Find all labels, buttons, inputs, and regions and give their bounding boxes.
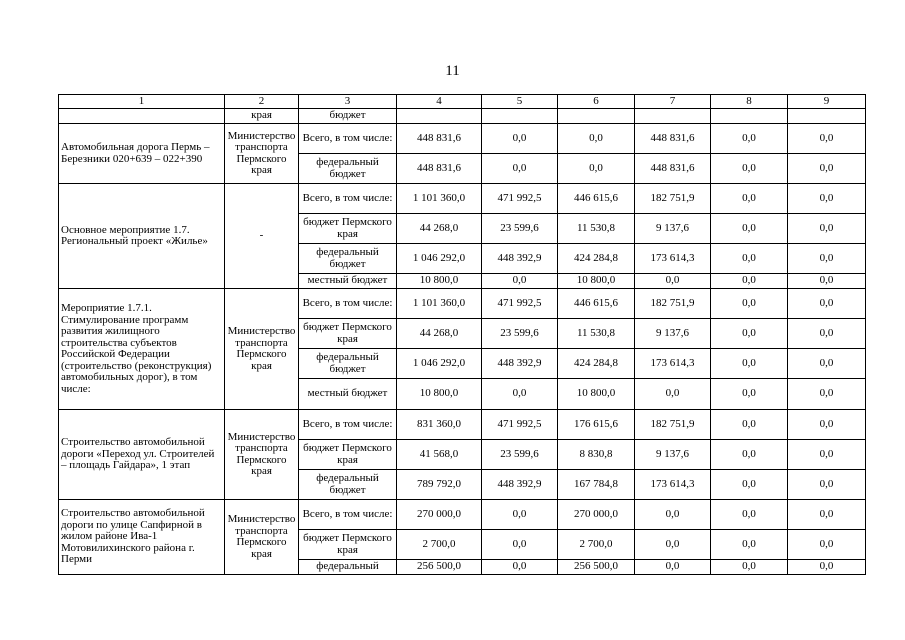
- continuation-cell: [397, 109, 482, 124]
- amount-cell: 10 800,0: [558, 379, 635, 410]
- amount-cell: 9 137,6: [635, 440, 711, 470]
- amount-cell: 0,0: [788, 379, 866, 410]
- funding-source-cell: федеральный бюджет: [299, 470, 397, 500]
- amount-cell: 446 615,6: [558, 184, 635, 214]
- amount-cell: 1 046 292,0: [397, 349, 482, 379]
- amount-cell: 182 751,9: [635, 184, 711, 214]
- column-header: 7: [635, 95, 711, 109]
- amount-cell: 0,0: [788, 319, 866, 349]
- amount-cell: 0,0: [788, 274, 866, 289]
- funding-source-cell: федеральный: [299, 560, 397, 575]
- amount-cell: 167 784,8: [558, 470, 635, 500]
- amount-cell: 789 792,0: [397, 470, 482, 500]
- item-name-cell: Автомобильная дорога Пермь – Березники 020+639 – 022+390: [59, 124, 225, 184]
- table-row: [59, 410, 866, 440]
- amount-cell: 424 284,8: [558, 244, 635, 274]
- amount-cell: 256 500,0: [397, 560, 482, 575]
- amount-cell: 173 614,3: [635, 244, 711, 274]
- amount-cell: 0,0: [788, 530, 866, 560]
- continuation-cell: [558, 109, 635, 124]
- amount-cell: 0,0: [711, 244, 788, 274]
- amount-cell: 270 000,0: [558, 500, 635, 530]
- amount-cell: 0,0: [482, 274, 558, 289]
- amount-cell: 11 530,8: [558, 319, 635, 349]
- amount-cell: 0,0: [711, 530, 788, 560]
- amount-cell: 0,0: [711, 349, 788, 379]
- amount-cell: 0,0: [711, 274, 788, 289]
- executor-cell: Министерство транспорта Пермского края: [225, 500, 299, 575]
- funding-source-cell: бюджет Пермского края: [299, 530, 397, 560]
- continuation-cell: бюджет: [299, 109, 397, 124]
- amount-cell: 0,0: [788, 470, 866, 500]
- funding-source-cell: федеральный бюджет: [299, 244, 397, 274]
- amount-cell: 0,0: [711, 560, 788, 575]
- funding-source-cell: Всего, в том числе:: [299, 124, 397, 154]
- amount-cell: 424 284,8: [558, 349, 635, 379]
- amount-cell: 0,0: [711, 319, 788, 349]
- amount-cell: 0,0: [788, 349, 866, 379]
- continuation-cell: [788, 109, 866, 124]
- amount-cell: 11 530,8: [558, 214, 635, 244]
- continuation-row: [59, 109, 866, 124]
- amount-cell: 0,0: [711, 124, 788, 154]
- table-row: [59, 289, 866, 319]
- amount-cell: 471 992,5: [482, 410, 558, 440]
- amount-cell: 448 831,6: [635, 154, 711, 184]
- column-header: 8: [711, 95, 788, 109]
- column-header: 5: [482, 95, 558, 109]
- amount-cell: 448 392,9: [482, 244, 558, 274]
- column-header: 9: [788, 95, 866, 109]
- continuation-cell: [482, 109, 558, 124]
- amount-cell: 0,0: [788, 244, 866, 274]
- amount-cell: 446 615,6: [558, 289, 635, 319]
- funding-source-cell: бюджет Пермского края: [299, 319, 397, 349]
- amount-cell: 10 800,0: [558, 274, 635, 289]
- amount-cell: 41 568,0: [397, 440, 482, 470]
- funding-source-cell: федеральный бюджет: [299, 349, 397, 379]
- amount-cell: 176 615,6: [558, 410, 635, 440]
- amount-cell: 1 101 360,0: [397, 289, 482, 319]
- amount-cell: 0,0: [711, 440, 788, 470]
- amount-cell: 8 830,8: [558, 440, 635, 470]
- amount-cell: 0,0: [788, 214, 866, 244]
- amount-cell: 0,0: [711, 154, 788, 184]
- amount-cell: 0,0: [788, 184, 866, 214]
- funding-source-cell: Всего, в том числе:: [299, 184, 397, 214]
- amount-cell: 0,0: [788, 500, 866, 530]
- item-name-cell: Основное мероприятие 1.7. Региональный проект «Жилье»: [59, 184, 225, 289]
- item-name-cell: Мероприятие 1.7.1. Стимулирование программ развития жилищного строительства субъектов Российской Федерации (строительство (реконструкция) автомобильных дорог), в том числе:: [59, 289, 225, 410]
- amount-cell: 173 614,3: [635, 470, 711, 500]
- executor-cell: Министерство транспорта Пермского края: [225, 124, 299, 184]
- amount-cell: 1 046 292,0: [397, 244, 482, 274]
- header-row: [59, 95, 866, 109]
- amount-cell: 0,0: [482, 379, 558, 410]
- continuation-cell: края: [225, 109, 299, 124]
- page-number: 11: [445, 63, 460, 79]
- amount-cell: 0,0: [788, 440, 866, 470]
- amount-cell: 9 137,6: [635, 319, 711, 349]
- amount-cell: 1 101 360,0: [397, 184, 482, 214]
- amount-cell: 448 392,9: [482, 349, 558, 379]
- column-header: 2: [225, 95, 299, 109]
- amount-cell: 2 700,0: [558, 530, 635, 560]
- table-row: [59, 500, 866, 530]
- amount-cell: 270 000,0: [397, 500, 482, 530]
- funding-source-cell: Всего, в том числе:: [299, 410, 397, 440]
- amount-cell: 0,0: [482, 530, 558, 560]
- amount-cell: 44 268,0: [397, 214, 482, 244]
- amount-cell: 0,0: [711, 410, 788, 440]
- table-row: [59, 124, 866, 154]
- amount-cell: 448 831,6: [397, 124, 482, 154]
- amount-cell: 256 500,0: [558, 560, 635, 575]
- amount-cell: 0,0: [482, 124, 558, 154]
- amount-cell: 0,0: [711, 214, 788, 244]
- amount-cell: 0,0: [482, 560, 558, 575]
- amount-cell: 471 992,5: [482, 289, 558, 319]
- continuation-cell: [635, 109, 711, 124]
- amount-cell: 471 992,5: [482, 184, 558, 214]
- column-header: 3: [299, 95, 397, 109]
- amount-cell: 0,0: [482, 154, 558, 184]
- continuation-cell: [59, 109, 225, 124]
- amount-cell: 0,0: [558, 124, 635, 154]
- budget-table: [58, 94, 866, 575]
- funding-source-cell: федеральный бюджет: [299, 154, 397, 184]
- amount-cell: 0,0: [788, 560, 866, 575]
- amount-cell: 0,0: [635, 274, 711, 289]
- amount-cell: 182 751,9: [635, 289, 711, 319]
- amount-cell: 0,0: [558, 154, 635, 184]
- amount-cell: 0,0: [711, 500, 788, 530]
- amount-cell: 2 700,0: [397, 530, 482, 560]
- amount-cell: 0,0: [482, 500, 558, 530]
- amount-cell: 182 751,9: [635, 410, 711, 440]
- amount-cell: 0,0: [635, 530, 711, 560]
- amount-cell: 0,0: [635, 379, 711, 410]
- funding-source-cell: бюджет Пермского края: [299, 214, 397, 244]
- funding-source-cell: местный бюджет: [299, 274, 397, 289]
- amount-cell: 0,0: [635, 560, 711, 575]
- amount-cell: 23 599,6: [482, 214, 558, 244]
- funding-source-cell: бюджет Пермского края: [299, 440, 397, 470]
- amount-cell: 0,0: [635, 500, 711, 530]
- amount-cell: 448 392,9: [482, 470, 558, 500]
- item-name-cell: Строительство автомобильной дороги «Переход ул. Строителей – площадь Гайдара», 1 этап: [59, 410, 225, 500]
- amount-cell: 10 800,0: [397, 274, 482, 289]
- table-row: [59, 184, 866, 214]
- column-header: 4: [397, 95, 482, 109]
- amount-cell: 0,0: [788, 410, 866, 440]
- amount-cell: 9 137,6: [635, 214, 711, 244]
- amount-cell: 23 599,6: [482, 319, 558, 349]
- amount-cell: 0,0: [711, 289, 788, 319]
- executor-cell: -: [225, 184, 299, 289]
- amount-cell: 0,0: [711, 379, 788, 410]
- amount-cell: 0,0: [711, 470, 788, 500]
- amount-cell: 173 614,3: [635, 349, 711, 379]
- item-name-cell: Строительство автомобильной дороги по улице Сапфирной в жилом районе Ива-1 Мотовилихинского района г. Перми: [59, 500, 225, 575]
- funding-source-cell: Всего, в том числе:: [299, 289, 397, 319]
- amount-cell: 0,0: [788, 124, 866, 154]
- continuation-cell: [711, 109, 788, 124]
- amount-cell: 831 360,0: [397, 410, 482, 440]
- funding-source-cell: местный бюджет: [299, 379, 397, 410]
- amount-cell: 0,0: [711, 184, 788, 214]
- amount-cell: 10 800,0: [397, 379, 482, 410]
- amount-cell: 0,0: [788, 154, 866, 184]
- amount-cell: 44 268,0: [397, 319, 482, 349]
- amount-cell: 23 599,6: [482, 440, 558, 470]
- amount-cell: 448 831,6: [397, 154, 482, 184]
- amount-cell: 448 831,6: [635, 124, 711, 154]
- amount-cell: 0,0: [788, 289, 866, 319]
- funding-source-cell: Всего, в том числе:: [299, 500, 397, 530]
- executor-cell: Министерство транспорта Пермского края: [225, 289, 299, 410]
- column-header: 1: [59, 95, 225, 109]
- executor-cell: Министерство транспорта Пермского края: [225, 410, 299, 500]
- column-header: 6: [558, 95, 635, 109]
